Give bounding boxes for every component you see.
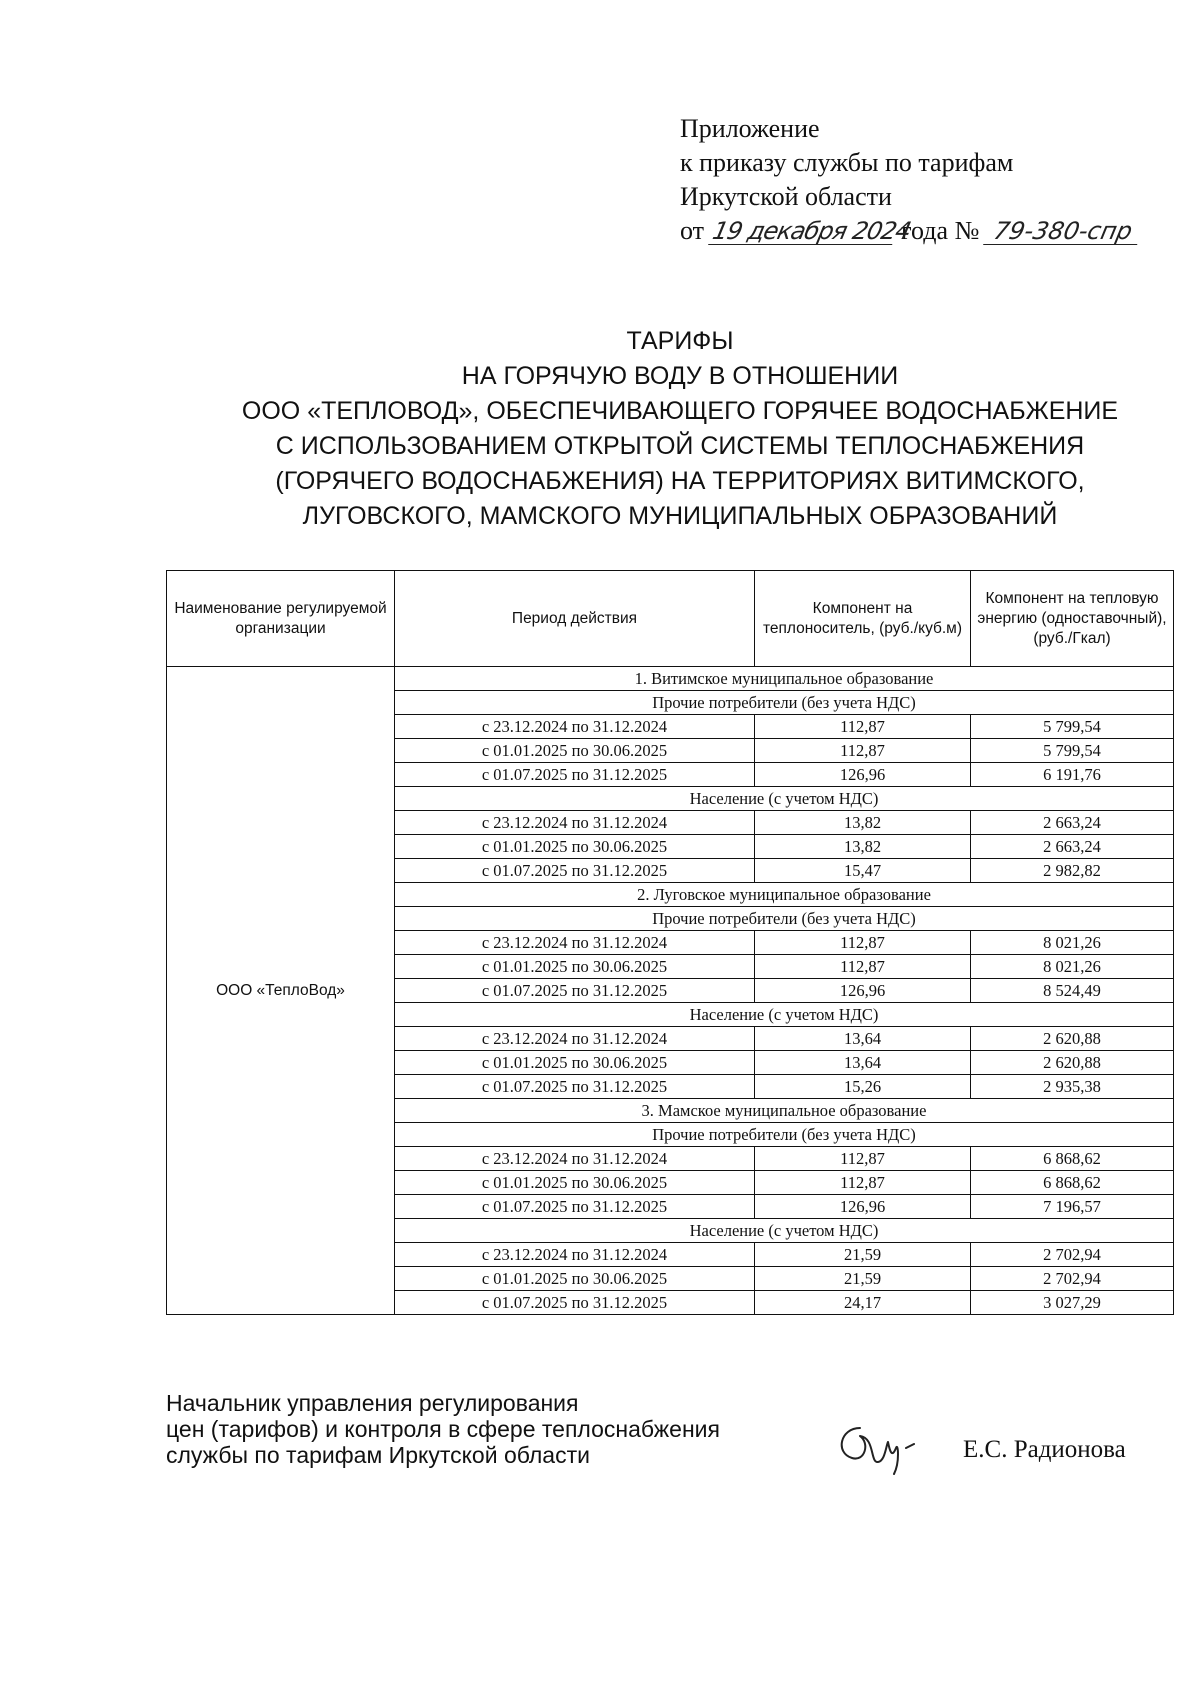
- coolant-value-cell: 112,87: [755, 931, 971, 955]
- heat-value-cell: 8 524,49: [971, 979, 1174, 1003]
- title-line3: ООО «ТЕПЛОВОД», ОБЕСПЕЧИВАЮЩЕГО ГОРЯЧЕЕ ВОДОСНАБЖЕНИЕ: [241, 397, 1119, 425]
- period-cell: с 01.01.2025 по 30.06.2025: [395, 835, 755, 859]
- group-title-cell: Население (с учетом НДС): [395, 1219, 1174, 1243]
- tariffs-table-body: [167, 667, 1174, 1315]
- section-title-cell: 1. Витимское муниципальное образование: [395, 667, 1174, 691]
- coolant-value-cell: 112,87: [755, 715, 971, 739]
- group-title-cell: Прочие потребители (без учета НДС): [395, 691, 1174, 715]
- heat-value-cell: 3 027,29: [971, 1291, 1174, 1315]
- appendix-block: [680, 112, 1140, 248]
- period-cell: с 01.01.2025 по 30.06.2025: [395, 1267, 755, 1291]
- handwritten-date: 19 декабря 2024: [709, 217, 913, 245]
- appendix-order-line: [680, 214, 1140, 248]
- period-cell: с 01.01.2025 по 30.06.2025: [395, 1051, 755, 1075]
- section-title-cell: 2. Луговское муниципальное образование: [395, 883, 1174, 907]
- signer-name: Е.С. Радионова: [963, 1436, 1126, 1463]
- title-line4: С ИСПОЛЬЗОВАНИЕМ ОТКРЫТОЙ СИСТЕМЫ ТЕПЛОСНАБЖЕНИЯ: [275, 432, 1085, 460]
- heat-value-cell: 2 982,82: [971, 859, 1174, 883]
- period-cell: с 01.01.2025 по 30.06.2025: [395, 739, 755, 763]
- title-line2: НА ГОРЯЧУЮ ВОДУ В ОТНОШЕНИИ: [461, 362, 899, 390]
- footer-line3: службы по тарифам Иркутской области: [166, 1442, 590, 1468]
- header-heat: Компонент на тепловую энергию (одноставочный), (руб./Гкал): [971, 571, 1174, 667]
- period-cell: с 01.07.2025 по 31.12.2025: [395, 979, 755, 1003]
- period-cell: с 01.01.2025 по 30.06.2025: [395, 1171, 755, 1195]
- signature-block: [166, 1390, 720, 1468]
- coolant-value-cell: 126,96: [755, 979, 971, 1003]
- group-title-cell: Прочие потребители (без учета НДС): [395, 907, 1174, 931]
- heat-value-cell: 5 799,54: [971, 739, 1174, 763]
- heat-value-cell: 8 021,26: [971, 955, 1174, 979]
- coolant-value-cell: 126,96: [755, 763, 971, 787]
- group-title-cell: Население (с учетом НДС): [395, 1003, 1174, 1027]
- coolant-value-cell: 13,64: [755, 1027, 971, 1051]
- header-period: Период действия: [395, 571, 755, 667]
- coolant-value-cell: 15,26: [755, 1075, 971, 1099]
- coolant-value-cell: 112,87: [755, 1171, 971, 1195]
- coolant-value-cell: 13,82: [755, 835, 971, 859]
- coolant-value-cell: 13,64: [755, 1051, 971, 1075]
- heat-value-cell: 7 196,57: [971, 1195, 1174, 1219]
- period-cell: с 01.07.2025 по 31.12.2025: [395, 859, 755, 883]
- header-org: Наименование регулируемой организации: [167, 571, 395, 667]
- heat-value-cell: 2 935,38: [971, 1075, 1174, 1099]
- heat-value-cell: 5 799,54: [971, 715, 1174, 739]
- from-label: от: [680, 216, 705, 245]
- signature-stroke: [842, 1428, 914, 1474]
- coolant-value-cell: 24,17: [755, 1291, 971, 1315]
- period-cell: с 23.12.2024 по 31.12.2024: [395, 715, 755, 739]
- heat-value-cell: 2 663,24: [971, 811, 1174, 835]
- coolant-value-cell: 21,59: [755, 1267, 971, 1291]
- appendix-line1: Приложение: [680, 114, 820, 143]
- period-cell: с 23.12.2024 по 31.12.2024: [395, 1147, 755, 1171]
- coolant-value-cell: 112,87: [755, 955, 971, 979]
- year-number-label: года №: [901, 216, 980, 245]
- section-title-cell: 3. Мамское муниципальное образование: [395, 1099, 1174, 1123]
- heat-value-cell: 2 620,88: [971, 1051, 1174, 1075]
- appendix-line3: Иркутской области: [680, 182, 892, 211]
- header-coolant: Компонент на теплоноситель, (руб./куб.м): [755, 571, 971, 667]
- heat-value-cell: 2 702,94: [971, 1243, 1174, 1267]
- heat-value-cell: 2 663,24: [971, 835, 1174, 859]
- handwritten-order-number: 79-380-спр: [983, 218, 1143, 245]
- coolant-value-cell: 126,96: [755, 1195, 971, 1219]
- period-cell: с 01.01.2025 по 30.06.2025: [395, 955, 755, 979]
- title-line6: ЛУГОВСКОГО, МАМСКОГО МУНИЦИПАЛЬНЫХ ОБРАЗОВАНИЙ: [302, 502, 1058, 530]
- footer-line2: цен (тарифов) и контроля в сфере теплоснабжения: [166, 1416, 720, 1442]
- coolant-value-cell: 21,59: [755, 1243, 971, 1267]
- period-cell: с 23.12.2024 по 31.12.2024: [395, 931, 755, 955]
- title-line5: (ГОРЯЧЕГО ВОДОСНАБЖЕНИЯ) НА ТЕРРИТОРИЯХ ВИТИМСКОГО,: [275, 467, 1085, 495]
- heat-value-cell: 6 191,76: [971, 763, 1174, 787]
- coolant-value-cell: 13,82: [755, 811, 971, 835]
- period-cell: с 23.12.2024 по 31.12.2024: [395, 811, 755, 835]
- coolant-value-cell: 15,47: [755, 859, 971, 883]
- group-title-cell: Прочие потребители (без учета НДС): [395, 1123, 1174, 1147]
- group-title-cell: Население (с учетом НДС): [395, 787, 1174, 811]
- heat-value-cell: 6 868,62: [971, 1171, 1174, 1195]
- heat-value-cell: 2 620,88: [971, 1027, 1174, 1051]
- footer-line1: Начальник управления регулирования: [166, 1390, 579, 1416]
- heat-value-cell: 6 868,62: [971, 1147, 1174, 1171]
- table-header-row: [167, 571, 1174, 667]
- period-cell: с 01.07.2025 по 31.12.2025: [395, 1291, 755, 1315]
- tariffs-table: [166, 570, 1174, 1315]
- period-cell: с 23.12.2024 по 31.12.2024: [395, 1027, 755, 1051]
- org-name-cell: ООО «ТеплоВод»: [167, 667, 395, 1315]
- heat-value-cell: 8 021,26: [971, 931, 1174, 955]
- period-cell: с 01.07.2025 по 31.12.2025: [395, 1195, 755, 1219]
- period-cell: с 23.12.2024 по 31.12.2024: [395, 1243, 755, 1267]
- coolant-value-cell: 112,87: [755, 739, 971, 763]
- heat-value-cell: 2 702,94: [971, 1267, 1174, 1291]
- handwritten-signature: [830, 1418, 920, 1478]
- period-cell: с 01.07.2025 по 31.12.2025: [395, 763, 755, 787]
- table-row: [167, 667, 1174, 691]
- period-cell: с 01.07.2025 по 31.12.2025: [395, 1075, 755, 1099]
- appendix-line2: к приказу службы по тарифам: [680, 148, 1014, 177]
- coolant-value-cell: 112,87: [755, 1147, 971, 1171]
- document-title: [160, 324, 1200, 534]
- title-line1: ТАРИФЫ: [626, 327, 734, 355]
